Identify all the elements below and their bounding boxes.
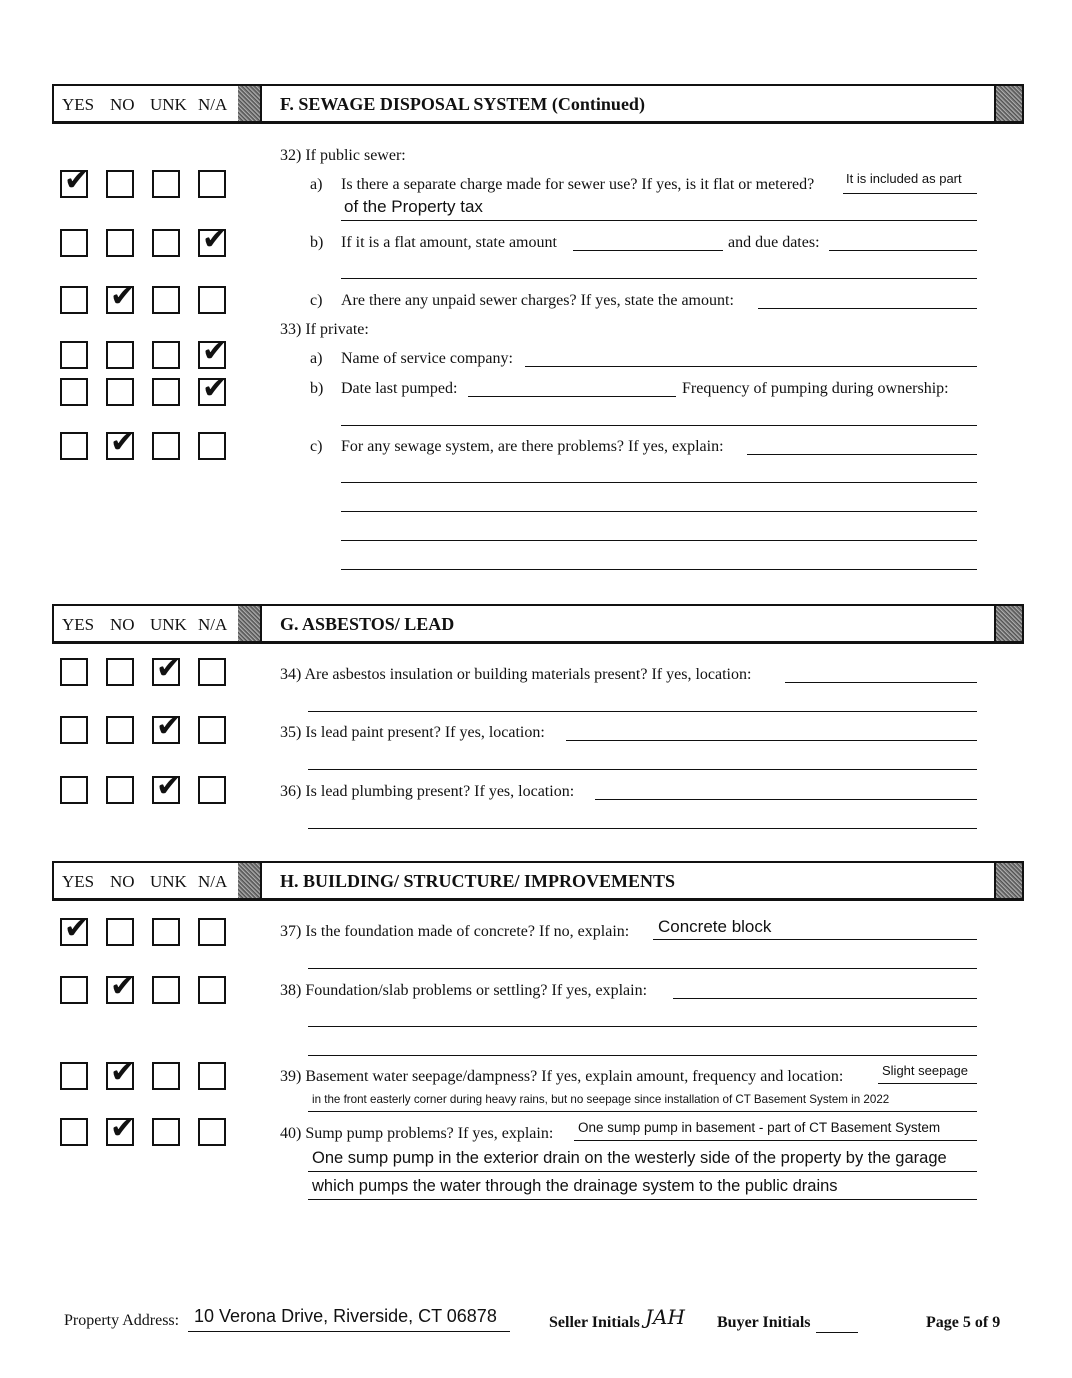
checkmark-icon: ✔ [110, 969, 136, 1004]
q37-answer: Concrete block [658, 917, 772, 936]
q40-checkbox-unk[interactable] [152, 1118, 180, 1146]
buyer-initials-label: Buyer Initials [717, 1314, 811, 1331]
q39-text: 39) Basement water seepage/dampness? If yes, explain amount, frequency and location: [280, 1068, 844, 1085]
q34-text: 34) Are asbestos insulation or building materials present? If yes, location: [280, 666, 752, 683]
q40-line-3[interactable] [308, 1199, 977, 1200]
q33c-line-3[interactable] [341, 511, 977, 512]
q32b-letter: b) [310, 234, 324, 251]
q35-checkbox-yes[interactable] [60, 716, 88, 744]
col-yes: YES [62, 615, 95, 634]
q32c-line[interactable] [758, 308, 977, 309]
checkmark-icon: ✔ [110, 1055, 136, 1090]
q35-line[interactable] [566, 740, 977, 741]
checkmark-icon: ✔ [156, 709, 182, 744]
header-shading [238, 606, 262, 641]
q32a-letter: a) [310, 176, 323, 193]
q39-checkbox-yes[interactable] [60, 1062, 88, 1090]
q38-line-2[interactable] [308, 1026, 977, 1027]
q32a-answer-2: of the Property tax [344, 197, 483, 216]
q33b-checkbox-unk[interactable] [152, 378, 180, 406]
q33a-checkbox-unk[interactable] [152, 341, 180, 369]
q37-checkbox-unk[interactable] [152, 918, 180, 946]
q34-line-2[interactable] [308, 711, 977, 712]
checkmark-icon: ✔ [110, 279, 136, 314]
checkmark-icon: ✔ [202, 334, 228, 369]
checkmark-icon: ✔ [202, 371, 228, 406]
q36-checkbox-yes[interactable] [60, 776, 88, 804]
page-number: Page 5 of 9 [926, 1314, 1001, 1331]
col-na: N/A [198, 95, 228, 114]
q32a-checkbox-yes[interactable] [60, 163, 90, 198]
q33c-line-4[interactable] [341, 540, 977, 541]
q33-label: 33) If private: [280, 321, 369, 338]
q36-line[interactable] [595, 799, 977, 800]
checkmark-icon: ✔ [156, 651, 182, 686]
section-g-header [52, 604, 1024, 644]
q37-checkbox-na[interactable] [198, 918, 226, 946]
col-unk: UNK [150, 615, 187, 634]
q32a-checkbox-no[interactable] [106, 170, 134, 198]
address-label: Property Address: [64, 1312, 180, 1329]
section-title: F. SEWAGE DISPOSAL SYSTEM (Continued) [280, 94, 645, 114]
q33b-checkbox-no[interactable] [106, 378, 134, 406]
header-shading-right [994, 86, 1022, 121]
q38-line[interactable] [673, 998, 977, 999]
q39-checkbox-unk[interactable] [152, 1062, 180, 1090]
q35-checkbox-unk[interactable] [152, 709, 182, 744]
q33c-line-2[interactable] [341, 482, 977, 483]
q33c-text: For any sewage system, are there problems? If yes, explain: [341, 438, 724, 455]
buyer-initials-line[interactable] [816, 1332, 858, 1333]
q33b-freq-text: Frequency of pumping during ownership: [682, 380, 949, 397]
col-na: N/A [198, 872, 228, 891]
header-shading-right [994, 606, 1022, 641]
q33a-letter: a) [310, 350, 323, 367]
seller-initials-signature: JAH [645, 1305, 685, 1329]
q33c-letter: c) [310, 438, 323, 455]
q32c-checkbox-yes[interactable] [60, 286, 88, 314]
q32c-checkbox-unk[interactable] [152, 286, 180, 314]
q34-line[interactable] [785, 682, 977, 683]
q35-checkbox-na[interactable] [198, 716, 226, 744]
q33b-text: Date last pumped: [341, 380, 458, 397]
q35-checkbox-no[interactable] [106, 716, 134, 744]
q40-line-2[interactable] [308, 1171, 977, 1172]
header-shading [238, 86, 262, 121]
q40-answer-2: One sump pump in the exterior drain on the westerly side of the property by the garage [312, 1149, 947, 1167]
q32b-checkbox-na[interactable] [198, 222, 228, 257]
q32a-answer-1: It is included as part [846, 171, 962, 186]
section-h-header [52, 861, 1024, 901]
address-line[interactable] [188, 1331, 510, 1332]
q33a-checkbox-no[interactable] [106, 341, 134, 369]
q40-answer-1: One sump pump in basement - part of CT Basement System [578, 1120, 941, 1135]
q36-checkbox-na[interactable] [198, 776, 226, 804]
q38-text: 38) Foundation/slab problems or settling? If yes, explain: [280, 982, 648, 999]
q32b-checkbox-unk[interactable] [152, 229, 180, 257]
column-headers [54, 863, 240, 898]
q36-text: 36) Is lead plumbing present? If yes, location: [280, 783, 575, 800]
q33a-text: Name of service company: [341, 350, 513, 367]
col-yes: YES [62, 872, 95, 891]
q32b-due-text: and due dates: [728, 234, 820, 251]
q34-checkbox-yes[interactable] [60, 658, 88, 686]
section-title: G. ASBESTOS/ LEAD [280, 614, 455, 634]
q36-line-2[interactable] [308, 828, 977, 829]
q33b-checkbox-yes[interactable] [60, 378, 88, 406]
q32a-text: Is there a separate charge made for sewer use? If yes, is it flat or metered? [341, 176, 815, 193]
q32c-letter: c) [310, 292, 323, 309]
q36-checkbox-unk[interactable] [152, 769, 182, 804]
q37-line-2[interactable] [308, 968, 977, 969]
checkmark-icon: ✔ [64, 163, 90, 198]
section-f-header [52, 84, 1024, 124]
q32a-checkbox-unk[interactable] [152, 170, 180, 198]
q38-checkbox-no[interactable] [106, 969, 136, 1004]
q37-checkbox-yes[interactable] [60, 911, 90, 946]
checkmark-icon: ✔ [202, 222, 228, 257]
col-unk: UNK [150, 95, 187, 114]
q33a-line[interactable] [525, 366, 977, 367]
q40-answer-3: which pumps the water through the drainage system to the public drains [312, 1177, 838, 1195]
q40-checkbox-na[interactable] [198, 1118, 226, 1146]
q33c-checkbox-unk[interactable] [152, 432, 180, 460]
q40-line[interactable] [574, 1140, 977, 1141]
q33b-line-2[interactable] [341, 425, 977, 426]
q40-text: 40) Sump pump problems? If yes, explain: [280, 1125, 554, 1142]
q40-checkbox-no[interactable] [106, 1111, 136, 1146]
col-na: N/A [198, 615, 228, 634]
col-yes: YES [62, 95, 95, 114]
q33c-checkbox-yes[interactable] [60, 432, 88, 460]
header-shading-right [994, 863, 1022, 898]
q32c-checkbox-no[interactable] [106, 279, 136, 314]
q32b-text: If it is a flat amount, state amount [341, 234, 557, 251]
column-headers [54, 86, 240, 121]
q35-line-2[interactable] [308, 769, 977, 770]
q35-text: 35) Is lead paint present? If yes, location: [280, 724, 545, 741]
q39-line-2[interactable] [308, 1111, 977, 1112]
q32b-checkbox-no[interactable] [106, 229, 134, 257]
q38-checkbox-yes[interactable] [60, 976, 88, 1004]
checkmark-icon: ✔ [110, 1111, 136, 1146]
col-no: NO [110, 95, 135, 114]
q37-text: 37) Is the foundation made of concrete? If no, explain: [280, 923, 630, 940]
section-title: H. BUILDING/ STRUCTURE/ IMPROVEMENTS [280, 871, 676, 891]
checkmark-icon: ✔ [110, 425, 136, 460]
q39-checkbox-na[interactable] [198, 1062, 226, 1090]
q32b-checkbox-yes[interactable] [60, 229, 88, 257]
header-shading [238, 863, 262, 898]
q36-checkbox-no[interactable] [106, 776, 134, 804]
property-address: 10 Verona Drive, Riverside, CT 06878 [194, 1306, 497, 1326]
q33b-date-line[interactable] [468, 396, 676, 397]
q32c-checkbox-na[interactable] [198, 286, 226, 314]
q33b-checkbox-na[interactable] [198, 371, 228, 406]
q33c-line-5[interactable] [341, 569, 977, 570]
q33c-line[interactable] [747, 454, 977, 455]
q39-answer-1: Slight seepage [882, 1063, 969, 1078]
q34-checkbox-unk[interactable] [152, 651, 182, 686]
q39-checkbox-no[interactable] [106, 1055, 136, 1090]
q38-checkbox-na[interactable] [198, 976, 226, 1004]
q34-checkbox-na[interactable] [198, 658, 226, 686]
q39-line[interactable] [878, 1083, 977, 1084]
col-no: NO [110, 615, 135, 634]
checkmark-icon: ✔ [156, 769, 182, 804]
q40-checkbox-yes[interactable] [60, 1118, 88, 1146]
q32-label: 32) If public sewer: [280, 147, 406, 164]
q32b-line-2[interactable] [341, 278, 977, 279]
col-unk: UNK [150, 872, 187, 891]
q38-checkbox-unk[interactable] [152, 976, 180, 1004]
q33c-checkbox-na[interactable] [198, 432, 226, 460]
seller-initials-label: Seller Initials [549, 1314, 640, 1331]
q32a-answer-line[interactable] [843, 193, 977, 194]
q32a-checkbox-na[interactable] [198, 170, 226, 198]
q32a-answer-line-2[interactable] [341, 220, 977, 221]
q37-line[interactable] [653, 939, 977, 940]
q37-checkbox-no[interactable] [106, 918, 134, 946]
q33a-checkbox-na[interactable] [198, 334, 228, 369]
q34-checkbox-no[interactable] [106, 658, 134, 686]
q32c-text: Are there any unpaid sewer charges? If yes, state the amount: [341, 292, 734, 309]
q33b-letter: b) [310, 380, 324, 397]
q33c-checkbox-no[interactable] [106, 425, 136, 460]
col-no: NO [110, 872, 135, 891]
q38-line-3[interactable] [308, 1055, 977, 1056]
q32b-amount-line[interactable] [573, 250, 723, 251]
checkmark-icon: ✔ [64, 911, 90, 946]
q32b-due-line[interactable] [829, 250, 977, 251]
q33a-checkbox-yes[interactable] [60, 341, 88, 369]
q39-answer-2: in the front easterly corner during heavy rains, but no seepage since installation of CT Basement System in 2022 [312, 1093, 890, 1106]
column-headers [54, 606, 240, 641]
